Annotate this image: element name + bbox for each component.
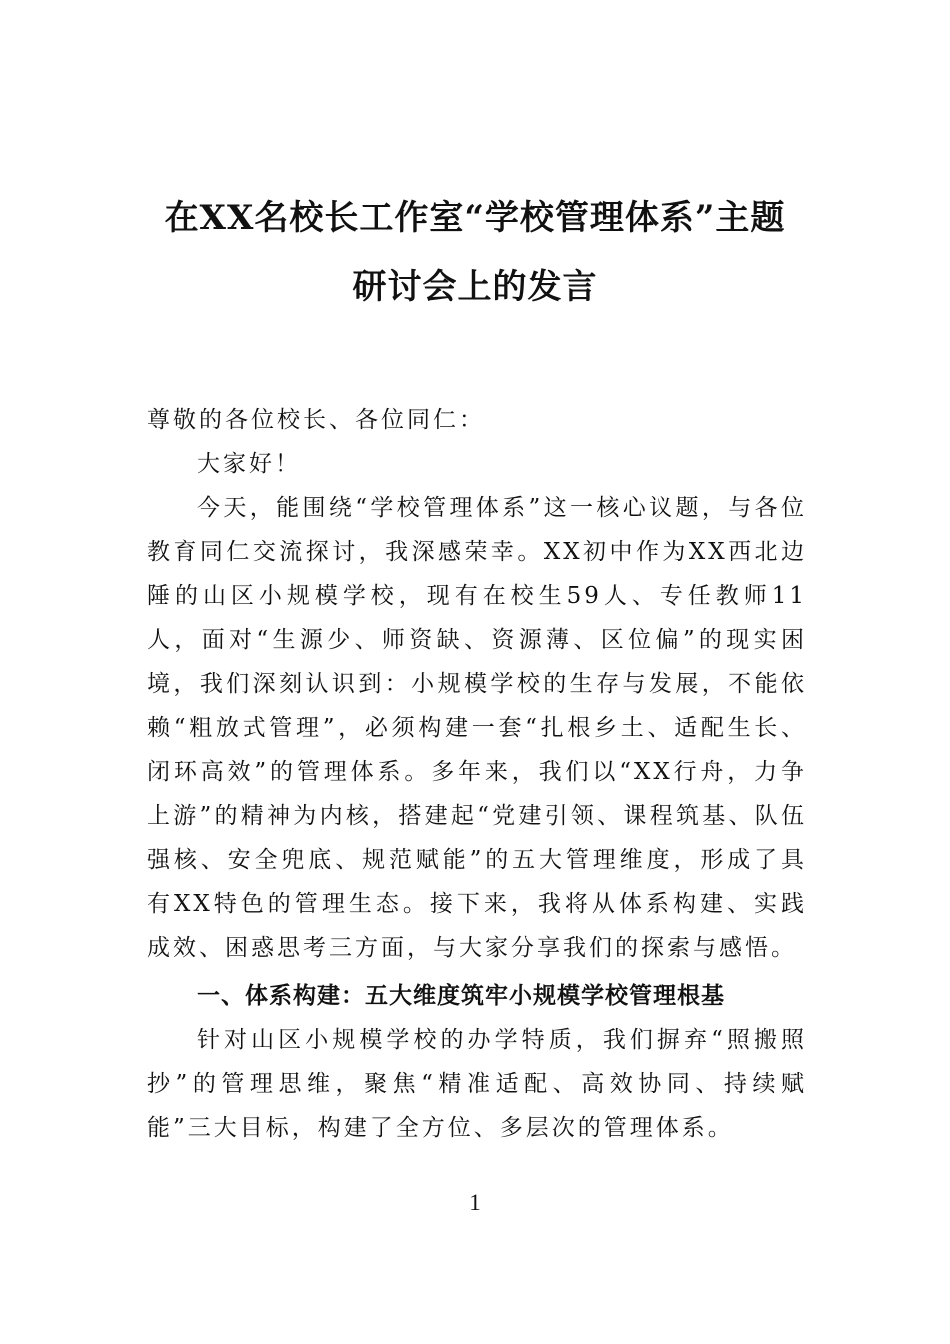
- section-heading: 一、体系构建：五大维度筑牢小规模学校管理根基: [197, 983, 725, 1009]
- intro-paragraph: 今天，能围绕“学校管理体系”这一核心议题，与各位教育同仁交流探讨，我深感荣幸。XX初中作为XX西北边陲的山区小规模学校，现有在校生59人、专任教师11人，面对“生源少、师资缺、资源薄、区位偏”的现实困境，我们深刻认识到：小规模学校的生存与发展，不能依赖“粗放式管理”，必须构建一套“扎根乡土、适配生长、闭环高效”的管理体系。多年来，我们以“XX行舟，力争上游”的精神为内核，搭建起“党建引领、课程筑基、队伍强核、安全兜底、规范赋能”的五大管理维度，形成了具有XX特色的管理生态。接下来，我将从体系构建、实践成效、困惑思考三方面，与大家分享我们的探索与感悟。: [147, 495, 807, 961]
- page-number: 1: [469, 1190, 481, 1215]
- salutation: 尊敬的各位校长、各位同仁：: [147, 407, 485, 433]
- document-title-line-2: 研讨会上的发言: [352, 267, 598, 307]
- section-paragraph: 针对山区小规模学校的办学特质，我们摒弃“照搬照抄”的管理思维，聚焦“精准适配、高效协同、持续赋能”三大目标，构建了全方位、多层次的管理体系。: [147, 1027, 807, 1141]
- greeting: 大家好！: [197, 451, 301, 477]
- document-title-line-1: 在XX名校长工作室“学校管理体系”主题: [164, 198, 786, 238]
